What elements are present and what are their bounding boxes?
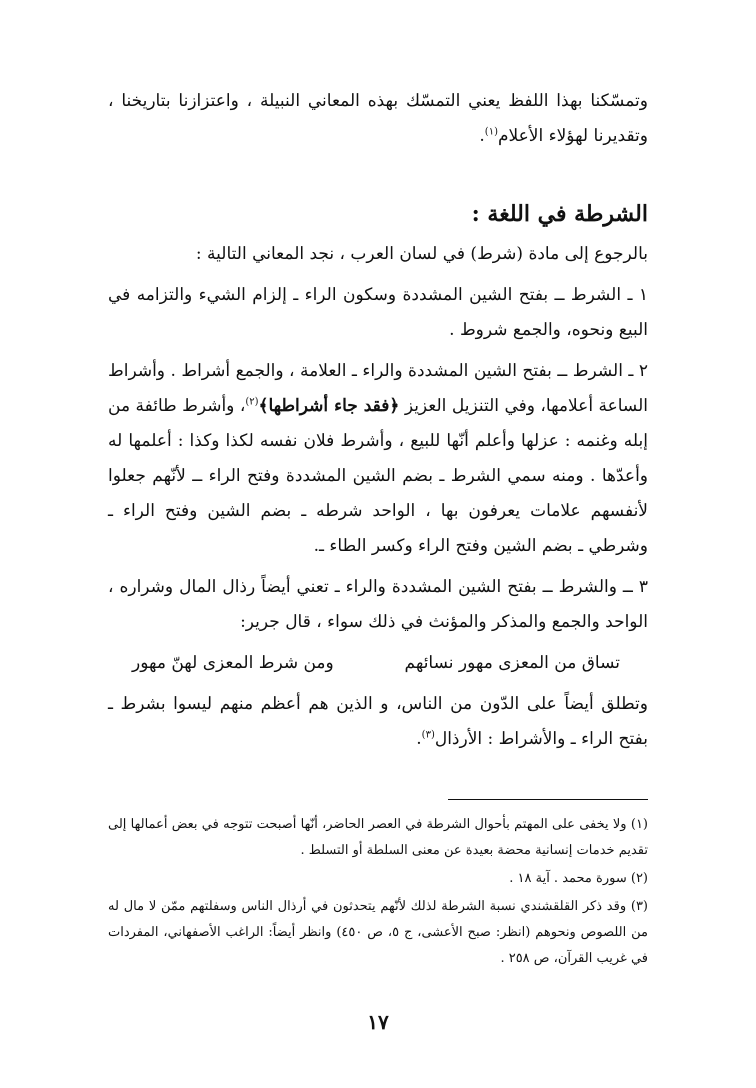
footnote-divider xyxy=(448,799,648,800)
footnote-3: (٣) وقد ذكر القلقشندي نسبة الشرطة لذلك لأنّهم يتحدثون في أرذال الناس وسفلتهم ممّن لا مال له من اللصوص ونحوهم (انظر: صبح الأعشى، ج ٥، ص ٤٥٠) وانظر أيضاً: الراغب الأصفهاني، المفردات في غريب القرآن، ص ٢٥٨ . xyxy=(108,899,648,966)
verse-second-hemistich: ومن شرط المعزى لهنّ مهور xyxy=(132,653,334,673)
section-body xyxy=(108,237,648,763)
lead-sentence: بالرجوع إلى مادة (شرط) في لسان العرب ، نجد المعاني التالية : xyxy=(195,244,648,264)
verse-first-hemistich: تساق من المعزى مهور نسائهم xyxy=(404,653,620,673)
footnotes xyxy=(108,812,648,974)
page-number: ١٧ xyxy=(367,1010,389,1034)
quran-quote: ﴿فقد جاء أشراطها﴾ xyxy=(258,396,400,416)
section-heading: الشرطة في اللغة : xyxy=(471,201,648,227)
footnote-1: (١) ولا يخفى على المهتم بأحوال الشرطة في العصر الحاضر، أنّها أصبحت تتوجه في بعض أعمالها إلى تقديم خدمات إنسانية محضة بعيدة عن معنى السلطة أو التسلط . xyxy=(108,817,648,858)
footnote-2: (٢) سورة محمد . آية ١٨ . xyxy=(509,871,648,886)
meaning-item-3: ٣ ــ والشرط ــ بفتح الشين المشددة والراء ـ تعني أيضاً رذال المال وشراره ، الواحد والجمع والمذكر والمؤنث في ذلك سواء ، قال جرير: xyxy=(108,577,648,632)
poetry-verse xyxy=(108,640,648,687)
closing-paragraph: وتطلق أيضاً على الدّون من الناس، و الذين هم أعظم منهم ليسوا بشرط ـ بفتح الراء ـ والأشراط : الأرذال$^{(٣)}$. xyxy=(108,694,648,749)
meaning-item-2: ٢ ـ الشرط ــ بفتح الشين المشددة والراء ـ العلامة ، والجمع أشراط . وأشراط الساعة أعلامها، وفي التنزيل العزيز ﴿فقد جاء أشراطها﴾$^{(٢)}$، وأشرط طائفة من إبله وغنمه : عزلها وأعلم أنّها للبيع ، وأشرط فلان نفسه لكذا وكذا : أعلمها له وأعدّها . ومنه سمي الشرط ـ بضم الشين المشددة وفتح الراء ــ لأنّهم جعلوا لأنفسهم علامات يعرفون بها ، الواحد شرطه ـ بضم الشين وفتح الراء ـ وشرطي ـ بضم الشين وفتح الراء وكسر الطاء ـ. xyxy=(108,361,649,556)
footnote-ref-1[interactable]: (١) xyxy=(484,126,498,138)
intro-paragraph: وتمسّكنا بهذا اللفظ يعني التمسّك بهذه المعاني النبيلة ، واعتزازنا بتاريخنا ، وتقديرنا لهؤلاء الأعلام$^{(١)}$. xyxy=(108,91,648,146)
footnote-ref-2[interactable]: (٢) xyxy=(245,396,259,408)
meaning-item-1: ١ ـ الشرط ــ بفتح الشين المشددة وسكون الراء ـ إلزام الشيء والتزامه في البيع ونحوه، والجمع شروط . xyxy=(108,285,648,340)
footnote-ref-3[interactable]: (٣) xyxy=(421,729,435,741)
intro-text: وتمسّكنا بهذا اللفظ يعني التمسّك بهذه المعاني النبيلة ، واعتزازنا بتاريخنا ، وتقديرنا لهؤلاء الأعلام xyxy=(108,91,648,146)
